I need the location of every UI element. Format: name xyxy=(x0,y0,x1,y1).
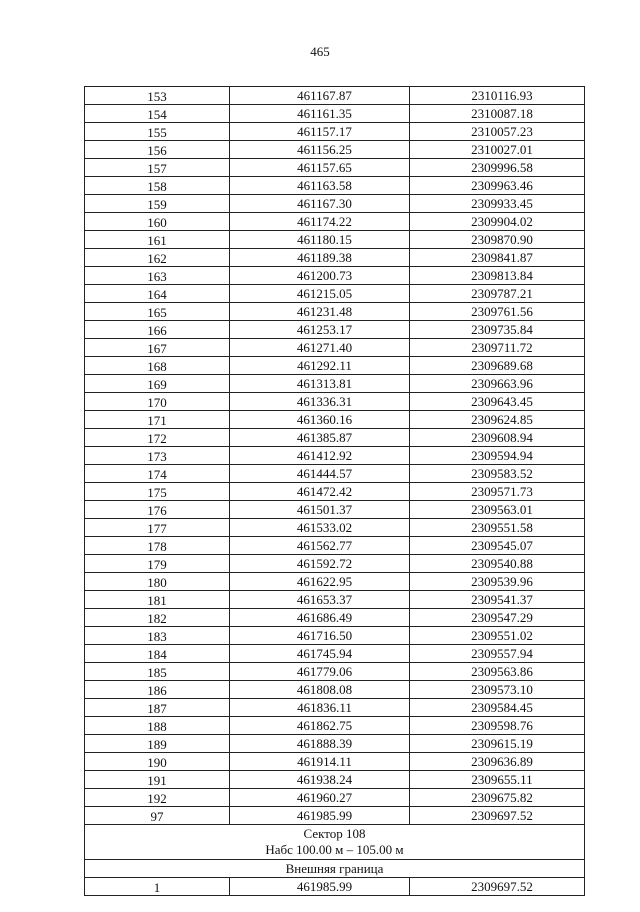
point-number-cell: 175 xyxy=(85,483,230,501)
table-row xyxy=(85,501,585,519)
boundary-table-body xyxy=(85,878,585,896)
point-number-cell: 180 xyxy=(85,573,230,591)
table-row xyxy=(85,393,585,411)
page-number: 465 xyxy=(310,44,330,59)
table-row xyxy=(85,807,585,825)
point-number-cell: 178 xyxy=(85,537,230,555)
x-coordinate-cell: 461200.73 xyxy=(230,267,410,285)
table-row xyxy=(85,537,585,555)
y-coordinate-cell: 2309813.84 xyxy=(410,267,585,285)
point-number-cell: 155 xyxy=(85,123,230,141)
x-coordinate-cell: 461745.94 xyxy=(230,645,410,663)
table-row xyxy=(85,321,585,339)
x-coordinate-cell: 461985.99 xyxy=(230,878,410,896)
y-coordinate-cell: 2309547.29 xyxy=(410,609,585,627)
y-coordinate-cell: 2309563.01 xyxy=(410,501,585,519)
y-coordinate-cell: 2309584.45 xyxy=(410,699,585,717)
table-row xyxy=(85,249,585,267)
point-number-cell: 182 xyxy=(85,609,230,627)
y-coordinate-cell: 2309557.94 xyxy=(410,645,585,663)
y-coordinate-cell: 2310057.23 xyxy=(410,123,585,141)
table-row xyxy=(85,699,585,717)
y-coordinate-cell: 2309540.88 xyxy=(410,555,585,573)
table-row xyxy=(85,303,585,321)
x-coordinate-cell: 461157.65 xyxy=(230,159,410,177)
point-number-cell: 171 xyxy=(85,411,230,429)
point-number-cell: 172 xyxy=(85,429,230,447)
point-number-cell: 191 xyxy=(85,771,230,789)
y-coordinate-cell: 2309624.85 xyxy=(410,411,585,429)
x-coordinate-cell: 461779.06 xyxy=(230,663,410,681)
point-number-cell: 169 xyxy=(85,375,230,393)
y-coordinate-cell: 2309655.11 xyxy=(410,771,585,789)
y-coordinate-cell: 2309870.90 xyxy=(410,231,585,249)
point-number-cell: 157 xyxy=(85,159,230,177)
y-coordinate-cell: 2309583.52 xyxy=(410,465,585,483)
point-number-cell: 162 xyxy=(85,249,230,267)
y-coordinate-cell: 2309735.84 xyxy=(410,321,585,339)
y-coordinate-cell: 2309663.96 xyxy=(410,375,585,393)
x-coordinate-cell: 461985.99 xyxy=(230,807,410,825)
table-row xyxy=(85,717,585,735)
table-row xyxy=(85,771,585,789)
x-coordinate-cell: 461562.77 xyxy=(230,537,410,555)
y-coordinate-cell: 2309545.07 xyxy=(410,537,585,555)
table-row xyxy=(85,375,585,393)
table-row xyxy=(85,141,585,159)
sector-header-row xyxy=(85,825,585,860)
point-number-cell: 159 xyxy=(85,195,230,213)
table-row xyxy=(85,159,585,177)
table-row xyxy=(85,878,585,896)
coordinates-table xyxy=(84,86,585,896)
table-row xyxy=(85,753,585,771)
table-row xyxy=(85,645,585,663)
table-row xyxy=(85,411,585,429)
point-number-cell: 158 xyxy=(85,177,230,195)
x-coordinate-cell: 461592.72 xyxy=(230,555,410,573)
x-coordinate-cell: 461360.16 xyxy=(230,411,410,429)
point-number-cell: 184 xyxy=(85,645,230,663)
point-number-cell: 183 xyxy=(85,627,230,645)
point-number-cell: 173 xyxy=(85,447,230,465)
y-coordinate-cell: 2309933.45 xyxy=(410,195,585,213)
y-coordinate-cell: 2309841.87 xyxy=(410,249,585,267)
x-coordinate-cell: 461167.87 xyxy=(230,87,410,105)
x-coordinate-cell: 461161.35 xyxy=(230,105,410,123)
table-row xyxy=(85,447,585,465)
y-coordinate-cell: 2309598.76 xyxy=(410,717,585,735)
y-coordinate-cell: 2309697.52 xyxy=(410,878,585,896)
y-coordinate-cell: 2309571.73 xyxy=(410,483,585,501)
table-row xyxy=(85,573,585,591)
point-number-cell: 160 xyxy=(85,213,230,231)
y-coordinate-cell: 2309563.86 xyxy=(410,663,585,681)
table-row xyxy=(85,195,585,213)
x-coordinate-cell: 461862.75 xyxy=(230,717,410,735)
x-coordinate-cell: 461167.30 xyxy=(230,195,410,213)
y-coordinate-cell: 2309996.58 xyxy=(410,159,585,177)
x-coordinate-cell: 461444.57 xyxy=(230,465,410,483)
sector-height-range: Набс 100.00 м – 105.00 м xyxy=(265,842,404,857)
y-coordinate-cell: 2309573.10 xyxy=(410,681,585,699)
y-coordinate-cell: 2309711.72 xyxy=(410,339,585,357)
point-number-cell: 192 xyxy=(85,789,230,807)
point-number-cell: 177 xyxy=(85,519,230,537)
table-row xyxy=(85,735,585,753)
table-row xyxy=(85,591,585,609)
point-number-cell: 163 xyxy=(85,267,230,285)
x-coordinate-cell: 461716.50 xyxy=(230,627,410,645)
x-coordinate-cell: 461385.87 xyxy=(230,429,410,447)
table-row xyxy=(85,87,585,105)
boundary-title: Внешняя граница xyxy=(85,860,585,878)
x-coordinate-cell: 461156.25 xyxy=(230,141,410,159)
table-row xyxy=(85,609,585,627)
point-number-cell: 1 xyxy=(85,878,230,896)
point-number-cell: 161 xyxy=(85,231,230,249)
x-coordinate-cell: 461313.81 xyxy=(230,375,410,393)
point-number-cell: 186 xyxy=(85,681,230,699)
table-row xyxy=(85,789,585,807)
x-coordinate-cell: 461960.27 xyxy=(230,789,410,807)
coordinates-table-body xyxy=(85,87,585,825)
point-number-cell: 167 xyxy=(85,339,230,357)
y-coordinate-cell: 2309539.96 xyxy=(410,573,585,591)
x-coordinate-cell: 461653.37 xyxy=(230,591,410,609)
point-number-cell: 166 xyxy=(85,321,230,339)
x-coordinate-cell: 461231.48 xyxy=(230,303,410,321)
table-row xyxy=(85,519,585,537)
x-coordinate-cell: 461271.40 xyxy=(230,339,410,357)
table-row xyxy=(85,213,585,231)
point-number-cell: 176 xyxy=(85,501,230,519)
y-coordinate-cell: 2309636.89 xyxy=(410,753,585,771)
point-number-cell: 164 xyxy=(85,285,230,303)
y-coordinate-cell: 2309697.52 xyxy=(410,807,585,825)
x-coordinate-cell: 461253.17 xyxy=(230,321,410,339)
point-number-cell: 179 xyxy=(85,555,230,573)
x-coordinate-cell: 461686.49 xyxy=(230,609,410,627)
point-number-cell: 156 xyxy=(85,141,230,159)
point-number-cell: 97 xyxy=(85,807,230,825)
x-coordinate-cell: 461938.24 xyxy=(230,771,410,789)
point-number-cell: 188 xyxy=(85,717,230,735)
x-coordinate-cell: 461533.02 xyxy=(230,519,410,537)
table-row xyxy=(85,555,585,573)
x-coordinate-cell: 461180.15 xyxy=(230,231,410,249)
table-row xyxy=(85,177,585,195)
point-number-cell: 153 xyxy=(85,87,230,105)
table-row xyxy=(85,123,585,141)
y-coordinate-cell: 2309689.68 xyxy=(410,357,585,375)
x-coordinate-cell: 461174.22 xyxy=(230,213,410,231)
point-number-cell: 185 xyxy=(85,663,230,681)
x-coordinate-cell: 461336.31 xyxy=(230,393,410,411)
table-row xyxy=(85,285,585,303)
x-coordinate-cell: 461163.58 xyxy=(230,177,410,195)
sector-title: Сектор 108 xyxy=(303,826,366,841)
y-coordinate-cell: 2310116.93 xyxy=(410,87,585,105)
y-coordinate-cell: 2310027.01 xyxy=(410,141,585,159)
table-row xyxy=(85,627,585,645)
table-row xyxy=(85,429,585,447)
y-coordinate-cell: 2309551.58 xyxy=(410,519,585,537)
x-coordinate-cell: 461189.38 xyxy=(230,249,410,267)
point-number-cell: 168 xyxy=(85,357,230,375)
table-row xyxy=(85,339,585,357)
point-number-cell: 189 xyxy=(85,735,230,753)
table-row xyxy=(85,483,585,501)
table-row xyxy=(85,105,585,123)
y-coordinate-cell: 2309541.37 xyxy=(410,591,585,609)
y-coordinate-cell: 2310087.18 xyxy=(410,105,585,123)
y-coordinate-cell: 2309608.94 xyxy=(410,429,585,447)
table-row xyxy=(85,231,585,249)
table-row xyxy=(85,267,585,285)
y-coordinate-cell: 2309643.45 xyxy=(410,393,585,411)
x-coordinate-cell: 461472.42 xyxy=(230,483,410,501)
y-coordinate-cell: 2309675.82 xyxy=(410,789,585,807)
x-coordinate-cell: 461157.17 xyxy=(230,123,410,141)
x-coordinate-cell: 461412.92 xyxy=(230,447,410,465)
x-coordinate-cell: 461808.08 xyxy=(230,681,410,699)
x-coordinate-cell: 461836.11 xyxy=(230,699,410,717)
point-number-cell: 154 xyxy=(85,105,230,123)
x-coordinate-cell: 461914.11 xyxy=(230,753,410,771)
x-coordinate-cell: 461622.95 xyxy=(230,573,410,591)
point-number-cell: 170 xyxy=(85,393,230,411)
y-coordinate-cell: 2309904.02 xyxy=(410,213,585,231)
point-number-cell: 165 xyxy=(85,303,230,321)
y-coordinate-cell: 2309615.19 xyxy=(410,735,585,753)
table-row xyxy=(85,663,585,681)
sector-section xyxy=(85,825,585,878)
point-number-cell: 174 xyxy=(85,465,230,483)
point-number-cell: 187 xyxy=(85,699,230,717)
table-row xyxy=(85,681,585,699)
x-coordinate-cell: 461888.39 xyxy=(230,735,410,753)
y-coordinate-cell: 2309594.94 xyxy=(410,447,585,465)
point-number-cell: 190 xyxy=(85,753,230,771)
sector-header-cell xyxy=(85,825,585,860)
y-coordinate-cell: 2309787.21 xyxy=(410,285,585,303)
y-coordinate-cell: 2309761.56 xyxy=(410,303,585,321)
boundary-header-row xyxy=(85,860,585,878)
y-coordinate-cell: 2309551.02 xyxy=(410,627,585,645)
x-coordinate-cell: 461501.37 xyxy=(230,501,410,519)
x-coordinate-cell: 461292.11 xyxy=(230,357,410,375)
point-number-cell: 181 xyxy=(85,591,230,609)
x-coordinate-cell: 461215.05 xyxy=(230,285,410,303)
y-coordinate-cell: 2309963.46 xyxy=(410,177,585,195)
table-row xyxy=(85,465,585,483)
table-row xyxy=(85,357,585,375)
